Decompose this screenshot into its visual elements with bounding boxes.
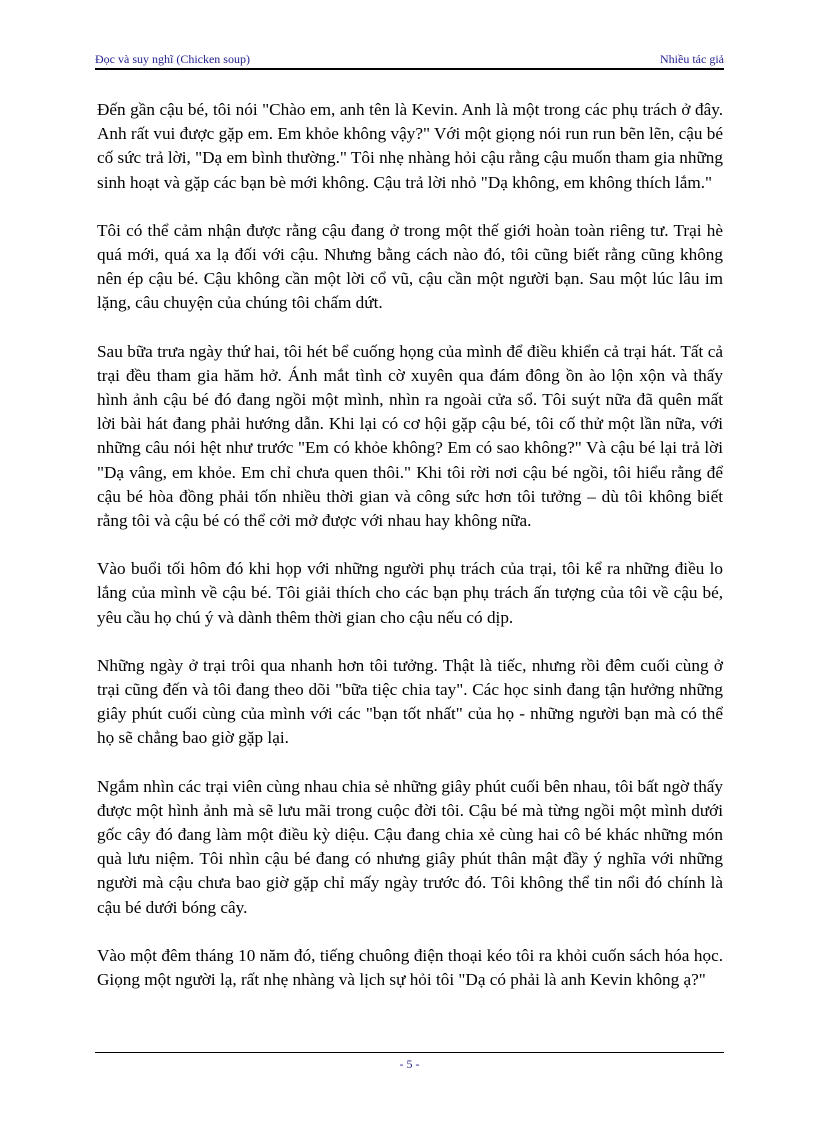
header-author: Nhiều tác giả — [660, 52, 724, 66]
paragraph: Vào buổi tối hôm đó khi họp với những người phụ trách của trại, tôi kể ra những điều lo lắng của mình về cậu bé. Tôi giải thích cho các bạn phụ trách ấn tượng của tôi về cậu bé, yêu cầu họ chú ý và dành thêm thời gian cho cậu nếu có dịp. — [97, 559, 723, 627]
paragraph: Vào một đêm tháng 10 năm đó, tiếng chuông điện thoại kéo tôi ra khỏi cuốn sách hóa học. Giọng một người lạ, rất nhẹ nhàng và lịch sự hỏi tôi "Dạ có phải là anh Kevin không ạ?" — [97, 945, 723, 990]
page-header — [95, 50, 724, 70]
footer-divider — [95, 1052, 724, 1053]
paragraph: Ngắm nhìn các trại viên cùng nhau chia sẻ những giây phút cuối bên nhau, tôi bất ngờ thấy được một hình ảnh mà sẽ lưu mãi trong cuộc đời tôi. Cậu bé mà từng ngồi một mình dưới gốc cây đó đang làm một điều kỳ diệu. Cậu đang chia xẻ cùng hai cô bé khác những món quà lưu niệm. Tôi nhìn cậu bé đang có nhưng giây phút thân mật đầy ý nghĩa với những người mà cậu chưa bao giờ gặp chỉ mấy ngày trước đó. Tôi không thể tin nổi đó chính là cậu bé dưới bóng cây. — [97, 776, 724, 917]
page-body — [97, 98, 723, 1016]
page-number: - 5 - — [399, 1057, 420, 1071]
paragraph: Tôi có thể cảm nhận được rằng cậu đang ở trong một thế giới hoàn toàn riêng tư. Trại hè quá mới, quá xa lạ đối với cậu. Nhưng bằng cách nào đó, tôi cũng biết rằng cũng không nên ép cậu bé. Cậu không cần một lời cổ vũ, cậu cần một người bạn. Sau một lúc lâu im lặng, câu chuyện của chúng tôi chấm dứt. — [97, 220, 723, 313]
header-book-title: Đọc và suy nghĩ (Chicken soup) — [95, 52, 250, 66]
paragraph: Những ngày ở trại trôi qua nhanh hơn tôi tưởng. Thật là tiếc, nhưng rồi đêm cuối cùng ở trại cũng đến và tôi đang theo dõi "bữa tiệc chia tay". Các học sinh đang tận hưởng những giây phút cuối cùng của mình với các "bạn tốt nhất" của họ - những người bạn mà có thể họ sẽ chẳng bao giờ gặp lại. — [97, 655, 723, 748]
paragraph: Đến gần cậu bé, tôi nói "Chào em, anh tên là Kevin. Anh là một trong các phụ trách ở đây. Anh rất vui được gặp em. Em khỏe không vậy?" Với một giọng nói run run bẽn lẽn, cậu bé cố sức trả lời, "Dạ em bình thường." Tôi nhẹ nhàng hỏi cậu rằng cậu muốn tham gia những sinh hoạt và gặp các bạn bè mới không. Cậu trả lời nhỏ "Dạ không, em không thích lắm." — [97, 100, 723, 192]
paragraph: Sau bữa trưa ngày thứ hai, tôi hét bể cuống họng của mình để điều khiển cả trại hát. Tất cả trại đều tham gia hăm hở. Ánh mắt tình cờ xuyên qua đám đông ồn ào lộn xộn và thấy hình ảnh cậu bé đó đang ngồi một mình, nhìn ra ngoài cửa sổ. Tôi suýt nữa đã quên mất lời bài hát đang phải hướng dẫn. Khi lại có cơ hội gặp cậu bé, tôi cố thử một lần nữa, với những câu nói hệt như trước "Em có khỏe không? Em có sao không?" Và cậu bé lại trả lời "Dạ vâng, em khỏe. Em chỉ chưa quen thôi." Khi tôi rời nơi cậu bé ngồi, tôi hiểu rằng để cậu bé hòa đồng phải tốn nhiều thời gian và công sức hơn tôi tưởng – dù tôi không biết rằng tôi và cậu bé có thể cởi mở được với nhau hay không nữa. — [97, 341, 723, 531]
